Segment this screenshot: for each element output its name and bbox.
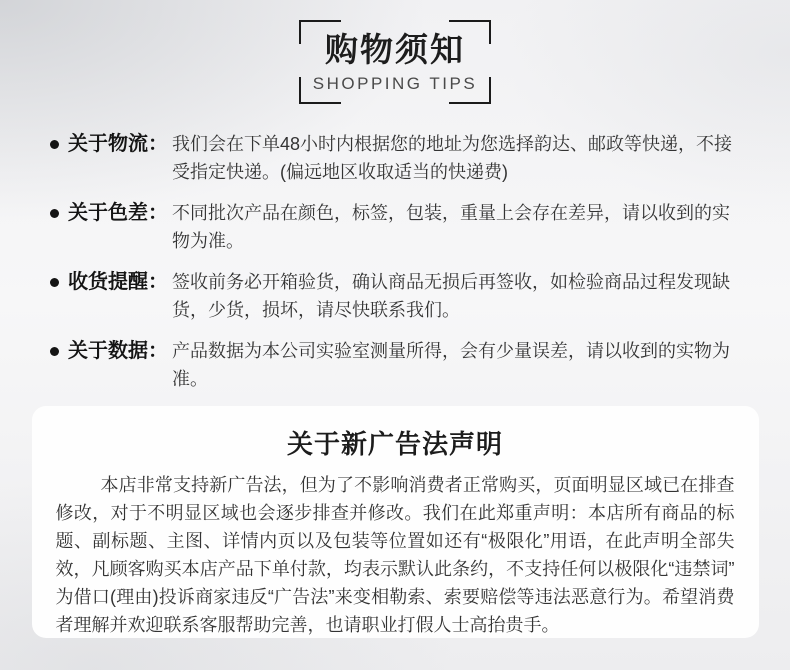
statement-body: 本店非常支持新广告法，但为了不影响消费者正常购买，页面明显区域已在排查修改，对于不明显区域也会逐步排查并修改。我们在此郑重声明：本店所有商品的标题、副标题、主图、详情内页以及包装等位置如还有“极限化”用语，在此声明全部失效，凡顾客购买本店产品下单付款，均表示默认此条约，不支持任何以极限化“违禁词”为借口(理由)投诉商家违反“广告法”来变相勒索、索要赔偿等违法恶意行为。希望消费者理解并欢迎联系客服帮助完善，也请职业打假人士高抬贵手。: [55, 475, 735, 635]
notice-text: 不同批次产品在颜色，标签，包装，重量上会存在差异，请以收到的实物为准。: [172, 203, 730, 251]
notice-label: 收货提醒：: [68, 271, 168, 293]
notice-label: 关于色差：: [68, 202, 168, 224]
notice-item-color-difference: [50, 199, 745, 255]
page-subtitle: SHOPPING TIPS: [312, 73, 478, 93]
title-frame: [299, 20, 491, 104]
notice-list: [0, 130, 790, 393]
notice-label: 关于数据：: [68, 340, 168, 362]
header: [0, 20, 790, 104]
bullet-icon: [50, 209, 59, 218]
bullet-icon: [50, 140, 59, 149]
bullet-icon: [50, 278, 59, 287]
notice-item-logistics: [50, 130, 745, 186]
notice-text: 我们会在下单48小时内根据您的地址为您选择韵达、邮政等快递，不接受指定快递。(偏远地区收取适当的快递费): [172, 134, 733, 182]
frame-corner-bottom-left-icon: [299, 77, 341, 104]
statement-panel: [32, 406, 759, 638]
page-title: 购物须知: [325, 30, 465, 68]
notice-label: 关于物流：: [68, 133, 168, 155]
shopping-notice-page: [0, 20, 790, 638]
notice-text: 产品数据为本公司实验室测量所得，会有少量误差，请以收到的实物为准。: [172, 341, 730, 389]
notice-text: 签收前务必开箱验货，确认商品无损后再签收，如检验商品过程发现缺货，少货，损坏，请尽快联系我们。: [172, 272, 730, 320]
notice-item-receiving-reminder: [50, 268, 745, 324]
frame-corner-bottom-right-icon: [449, 77, 491, 104]
statement-title: 关于新广告法声明: [286, 429, 503, 459]
notice-item-product-data: [50, 337, 745, 393]
frame-corner-top-right-icon: [449, 20, 491, 44]
bullet-icon: [50, 347, 59, 356]
frame-corner-top-left-icon: [299, 20, 341, 44]
